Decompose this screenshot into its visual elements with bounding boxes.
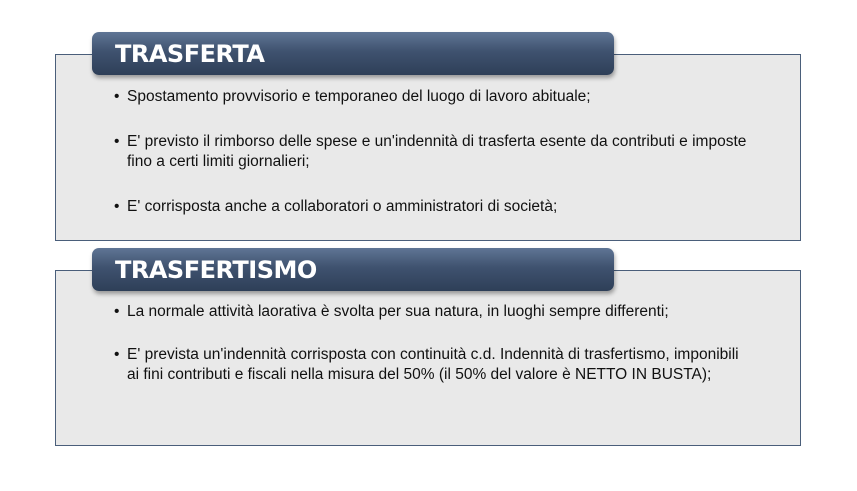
bullet-item — [113, 345, 753, 385]
bullet-text: La normale attività laorativa è svolta per sua natura, in luoghi sempre differenti; — [127, 303, 669, 320]
bullet-item — [113, 87, 753, 107]
trasfertismo-banner — [92, 248, 614, 291]
bullet-text: E' prevista un'indennità corrisposta con continuità c.d. Indennità di trasfertismo, imponibili ai fini contributi e fiscali nella misura del 50% (il 50% del valore è NETTO IN BUSTA); — [127, 346, 739, 383]
trasferta-banner — [92, 32, 614, 75]
bullet-item — [113, 302, 753, 322]
bullet-dot: • — [114, 133, 120, 150]
bullet-text: E' corrisposta anche a collaboratori o amministratori di società; — [127, 198, 558, 215]
bullet-dot: • — [114, 198, 120, 215]
bullet-item — [113, 132, 753, 172]
trasfertismo-title: TRASFERTISMO — [115, 255, 317, 284]
bullet-item — [113, 197, 753, 217]
bullet-dot: • — [114, 346, 120, 363]
bullet-dot: • — [114, 303, 120, 320]
trasferta-bullet-list — [113, 87, 753, 217]
bullet-text: E' previsto il rimborso delle spese e un'indennità di trasferta esente da contributi e imposte fino a certi limiti giornalieri; — [127, 133, 747, 170]
trasferta-title: TRASFERTA — [115, 39, 265, 68]
bullet-text: Spostamento provvisorio e temporaneo del luogo di lavoro abituale; — [127, 88, 591, 105]
bullet-dot: • — [114, 88, 120, 105]
trasfertismo-bullet-list — [113, 302, 753, 385]
